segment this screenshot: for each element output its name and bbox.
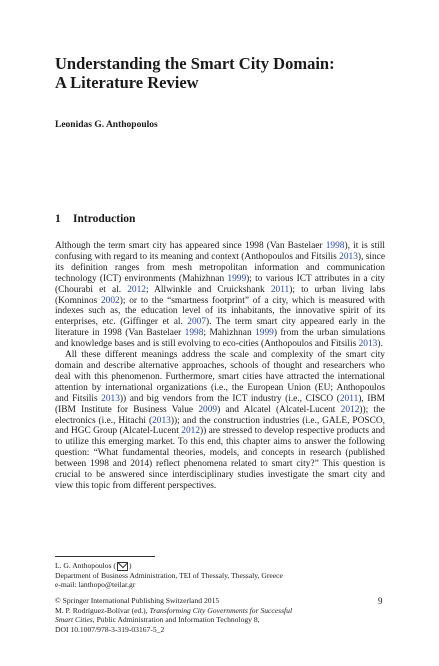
text-run: ). The term smart city appeared early in the literature in 1998 (Van Bastelaer bbox=[55, 317, 385, 339]
footnote-affiliation: Department of Business Administration, TEI of Thessaly, Thessaly, Greece bbox=[55, 570, 283, 580]
text-run: ) from the urban simulations and knowledge bases and is still evolving to eco-cities (Anthopoulos and Fitsilis bbox=[55, 328, 385, 350]
chapter-title bbox=[55, 54, 385, 92]
book-title-part-1: Transforming City Governments for Successful bbox=[149, 605, 293, 615]
copyright-line: © Springer International Publishing Switzerland 2015 bbox=[55, 596, 220, 605]
chapter-title-line-1: Understanding the Smart City Domain: bbox=[55, 54, 335, 73]
series-line bbox=[55, 615, 385, 625]
footnote-divider bbox=[55, 556, 155, 557]
text-run: )) and big vendors from the ICT industry (i.e., CISCO ( bbox=[119, 393, 340, 404]
text-run: ; Allwinkle and Cruickshank bbox=[145, 284, 271, 295]
text-run: )); and the construction industries (i.e., GALE, POSCO, and HGC Group (Alcatel-Lucent bbox=[55, 415, 385, 437]
text-run: ); to various ICT attributes in a city (Chourabi et al. bbox=[55, 273, 385, 295]
doi-line: DOI 10.1007/978-3-319-03167-5_2 bbox=[55, 624, 165, 634]
editor-prefix: M. P. Rodríguez-Bolívar (ed.), bbox=[55, 605, 150, 615]
text-run: )); the electronics (i.e., Hitachi ( bbox=[55, 404, 385, 426]
section-heading bbox=[55, 213, 135, 225]
series-text: , Public Administration and Information Technology 8, bbox=[92, 615, 260, 625]
text-run: ) and Alcatel (Alcatel-Lucent bbox=[217, 404, 341, 415]
text-run: ; Mahizhnan bbox=[203, 328, 256, 339]
body-text bbox=[55, 241, 385, 492]
paragraph-2 bbox=[55, 350, 385, 492]
editor-line bbox=[55, 606, 385, 616]
section-number: 1 bbox=[55, 213, 61, 225]
text-run: ), IBM (IBM Institute for Business Value bbox=[55, 393, 385, 415]
section-title: Introduction bbox=[73, 213, 136, 225]
book-title-part-2: Smart Cities bbox=[55, 615, 93, 625]
citation-link[interactable]: 1998 bbox=[325, 241, 345, 251]
citation-link[interactable]: 2012 bbox=[181, 426, 200, 437]
citation-link[interactable]: 2013 bbox=[358, 339, 378, 350]
text-run: ); or to the “smartness footprint” of a city, which is measured with indexes such as, the education level of its inhabitants, the innovative spirit of its enterprises, etc. (Giffinger et al. bbox=[55, 295, 385, 328]
citation-link[interactable]: 1998 bbox=[184, 328, 204, 339]
citation-link[interactable]: 1999 bbox=[227, 273, 247, 284]
citation-link[interactable]: 2007 bbox=[187, 317, 207, 328]
citation-link[interactable]: 2013 bbox=[101, 393, 120, 404]
footnote-author-line bbox=[55, 561, 385, 571]
text-run: Although the term smart city has appeared since 1998 (Van Bastelaer bbox=[55, 241, 326, 251]
text-run: All these different meanings address the scale and complexity of the smart city domain and describe alternative approaches, schools of thought and researchers who deal with this phenomenon. Furthermore, smart cities have attracted the international attention by international organizations (i.e., the European Union (EU; Anthopoulos and Fitsilis bbox=[55, 350, 385, 404]
citation-link[interactable]: 2002 bbox=[100, 295, 120, 306]
citation-link[interactable]: 1999 bbox=[255, 328, 274, 339]
paragraph-1 bbox=[55, 241, 385, 350]
footnote-author-end: ) bbox=[128, 561, 132, 570]
citation-link[interactable]: 2012 bbox=[127, 284, 146, 295]
citation-link[interactable]: 2009 bbox=[198, 404, 218, 415]
chapter-title-line-2: A Literature Review bbox=[55, 73, 199, 92]
envelope-icon[interactable] bbox=[117, 562, 128, 571]
author-name: Leonidas G. Anthopoulos bbox=[55, 120, 158, 130]
footnote-email[interactable]: e-mail: lanthopo@teilar.gr bbox=[55, 580, 136, 590]
citation-link[interactable]: 2012 bbox=[340, 404, 360, 415]
text-run: )) are stressed to develop respective products and to utilize this emerging market. To this end, this chapter aims to answer the following question: “What fundamental theories, models, and concepts in research (published between 1998 and 2014) reflect phenomena related to smart city?” This question is crucial to be answered since interdisciplinary studies investigate the smart city and view this topic from different perspectives. bbox=[55, 426, 385, 491]
text-run: ), it is still confusing with regard to its meaning and context (Anthopoulos and Fitsilis bbox=[55, 241, 385, 262]
copyright-block bbox=[55, 596, 385, 634]
footnote-author: L. G. Anthopoulos ( bbox=[55, 561, 116, 570]
text-run: ); to urban living labs (Komninos bbox=[55, 284, 385, 306]
citation-link[interactable]: 2011 bbox=[339, 393, 359, 404]
page-number: 9 bbox=[378, 596, 383, 606]
citation-link[interactable]: 2011 bbox=[270, 284, 290, 295]
citation-link[interactable]: 2013 bbox=[152, 415, 171, 426]
citation-link[interactable]: 2013 bbox=[339, 251, 358, 262]
author-footnote bbox=[55, 561, 385, 590]
text-run: ), since its definition ranges from mesh metropolitan information and communication technology (ICT) environments (Mahizhnan bbox=[55, 251, 385, 284]
text-run: ). bbox=[377, 339, 383, 350]
